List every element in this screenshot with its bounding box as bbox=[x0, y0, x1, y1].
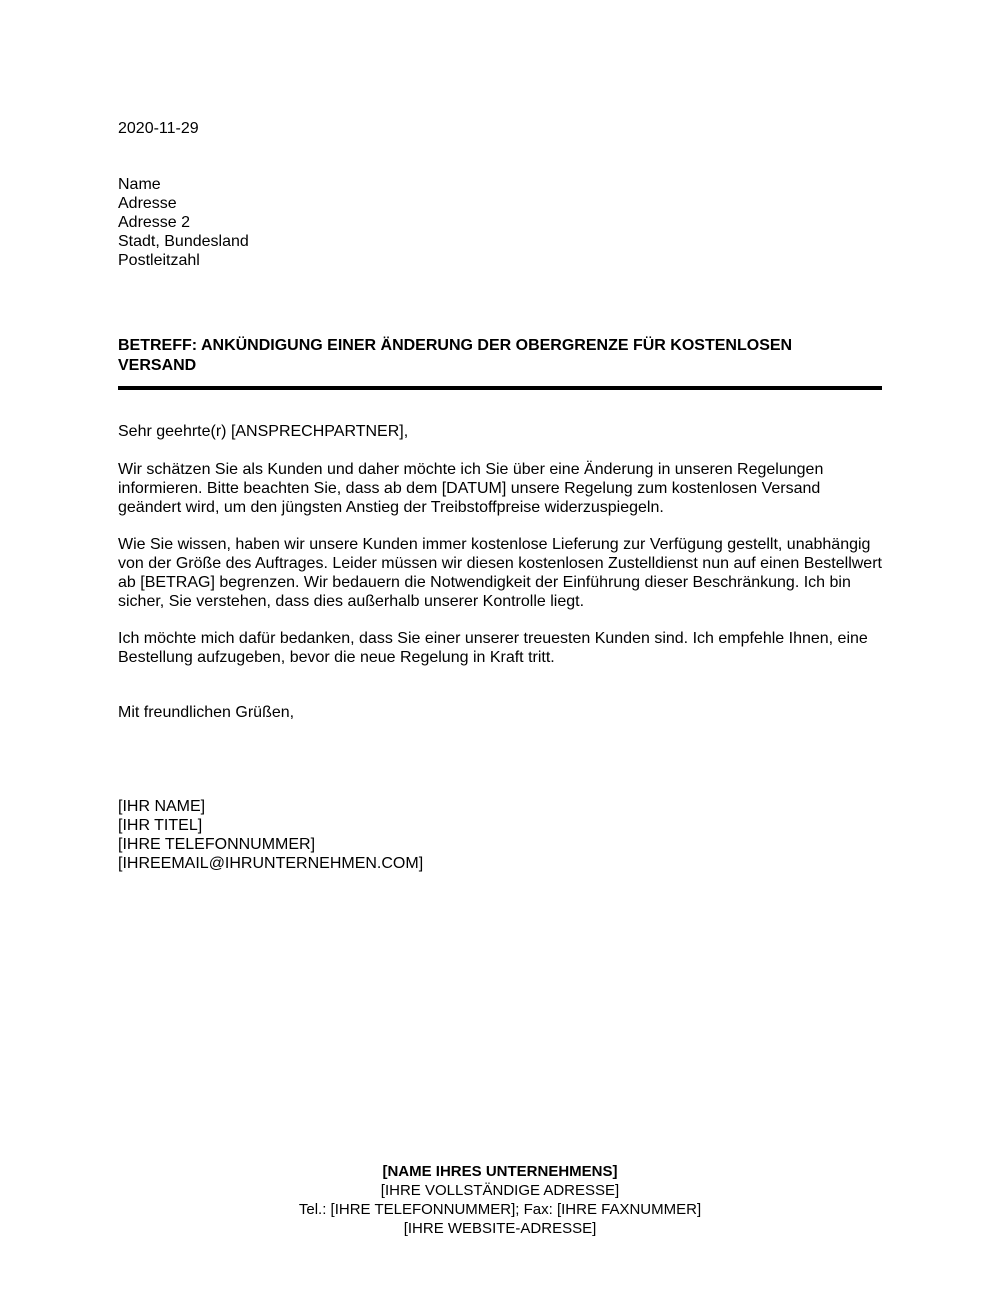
body-paragraph-1: Wir schätzen Sie als Kunden und daher möchte ich Sie über eine Änderung in unseren Regelungen informieren. Bitte beachten Sie, dass ab dem [DATUM] unsere Regelung zum kostenlosen Versand geändert wird, um den jüngsten Anstieg der Treibstoffpreise widerzuspiegeln. bbox=[118, 461, 824, 516]
recipient-address1: Adresse bbox=[118, 195, 177, 212]
footer-website: [IHRE WEBSITE-ADRESSE] bbox=[403, 1220, 597, 1237]
salutation: Sehr geehrte(r) [ANSPRECHPARTNER], bbox=[118, 423, 409, 440]
signature-block bbox=[118, 797, 882, 873]
letter-footer bbox=[0, 1162, 1000, 1238]
recipient-city-state: Stadt, Bundesland bbox=[118, 233, 249, 250]
recipient-postal-code: Postleitzahl bbox=[118, 252, 200, 269]
signature-phone: [IHRE TELEFONNUMMER] bbox=[118, 836, 316, 853]
body-paragraph-3: Ich möchte mich dafür bedanken, dass Sie einer unserer treuesten Kunden sind. Ich empfehle Ihnen, eine Bestellung aufzugeben, bevor die neue Regelung in Kraft tritt. bbox=[118, 630, 868, 666]
body-paragraph-2: Wie Sie wissen, haben wir unsere Kunden immer kostenlose Lieferung zur Verfügung gestellt, unabhängig von der Größe des Auftrages. Leider müssen wir diesen kostenlosen Zustelldienst nun auf einen Bestellwert ab [BETRAG] begrenzen. Wir bedauern die Notwendigkeit der Einführung dieser Beschränkung. Ich bin sicher, Sie verstehen, dass dies außerhalb unserer Kontrolle liegt. bbox=[118, 536, 882, 610]
footer-address: [IHRE VOLLSTÄNDIGE ADRESSE] bbox=[380, 1182, 620, 1199]
recipient-block bbox=[118, 175, 882, 270]
subject-block bbox=[118, 336, 882, 390]
subject-line: BETREFF: ANKÜNDIGUNG EINER ÄNDERUNG DER OBERGRENZE FÜR KOSTENLOSEN VERSAND bbox=[118, 337, 793, 374]
signature-name: [IHR NAME] bbox=[118, 798, 206, 815]
footer-phone-fax: Tel.: [IHRE TELEFONNUMMER]; Fax: [IHRE FAXNUMMER] bbox=[298, 1201, 702, 1218]
letter-date: 2020-11-29 bbox=[118, 120, 199, 137]
recipient-name: Name bbox=[118, 176, 161, 193]
closing-line: Mit freundlichen Grüßen, bbox=[118, 704, 295, 721]
recipient-address2: Adresse 2 bbox=[118, 214, 191, 231]
subject-divider-rule bbox=[118, 386, 882, 390]
signature-email: [IHREEMAIL@IHRUNTERNEHMEN.COM] bbox=[118, 855, 424, 872]
footer-company-name: [NAME IHRES UNTERNEHMENS] bbox=[382, 1163, 618, 1180]
signature-title: [IHR TITEL] bbox=[118, 817, 203, 834]
